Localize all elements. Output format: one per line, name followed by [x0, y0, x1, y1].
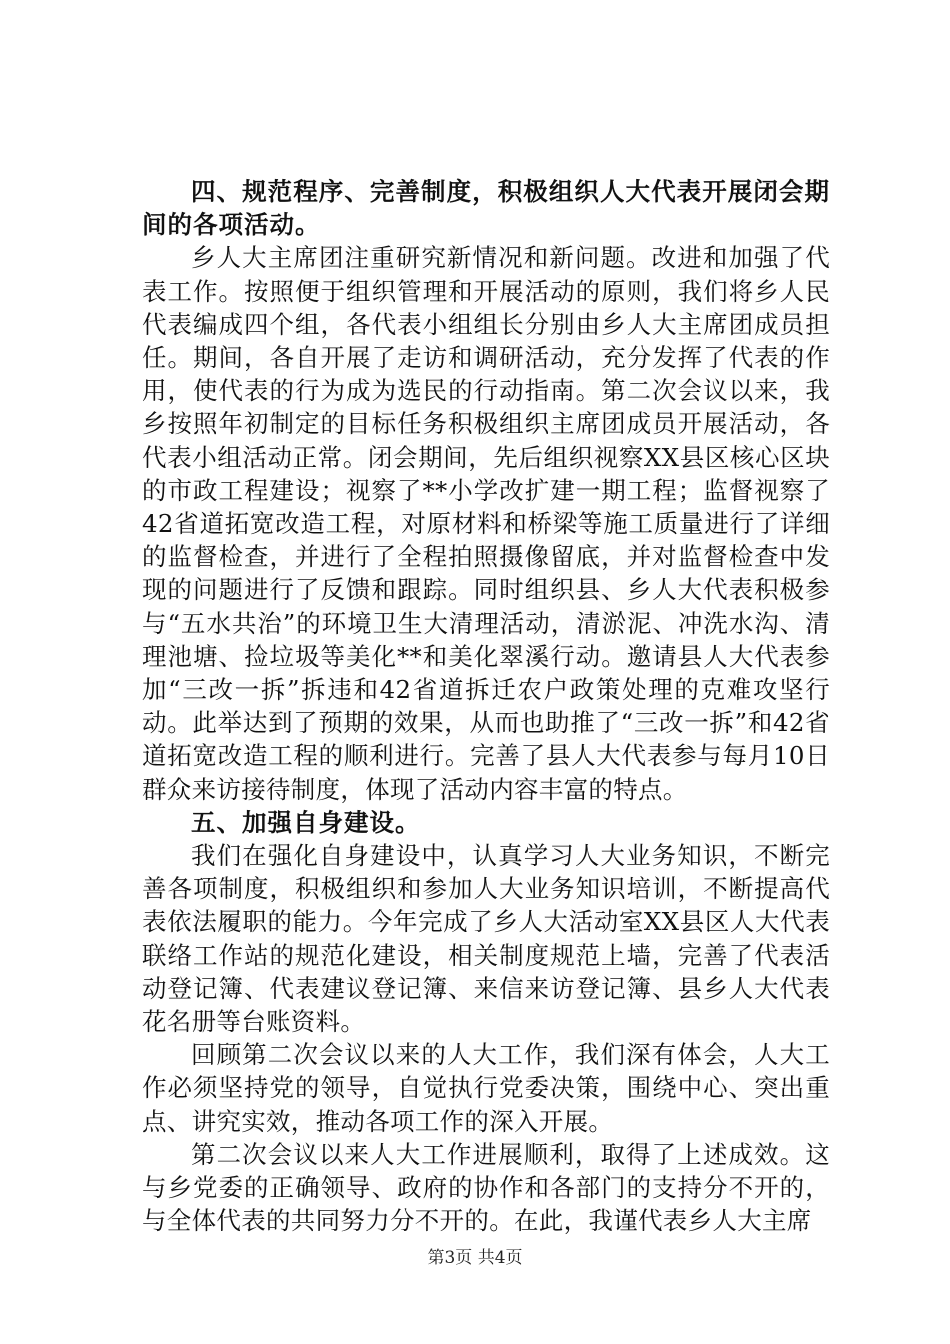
section-heading-5: 五、加强自身建设。 — [191, 807, 421, 837]
page-footer: 第3页 共4页 — [427, 1248, 523, 1268]
section-heading-4: 四、规范程序、完善制度，积极组织人大代表开展闭会期间的各项活动。 — [142, 177, 830, 240]
paragraph-self-building: 我们在强化自身建设中，认真学习人大业务知识，不断完善各项制度，积极组织和参加人大业务知识培训，不断提高代表依法履职的能力。今年完成了乡人大活动室XX县区人大代表联络工作站的规范化建设，相关制度规范上墙，完善了代表活动登记簿、代表建议登记簿、来信来访登记簿、县乡人大代表花名册等台账资料。 — [142, 841, 830, 1037]
document-body — [142, 175, 830, 1238]
paragraph-representative-activities: 乡人大主席团注重研究新情况和新问题。改进和加强了代表工作。按照便于组织管理和开展活动的原则，我们将乡人民代表编成四个组，各代表小组组长分别由乡人大主席团成员担任。期间，各自开展了走访和调研活动，充分发挥了代表的作用，使代表的行为成为选民的行动指南。第二次会议以来，我乡按照年初制定的目标任务积极组织主席团成员开展活动，各代表小组活动正常。闭会期间，先后组织视察XX县区核心区块的市政工程建设；视察了**小学改扩建一期工程；监督视察了42省道拓宽改造工程，对原材料和桥梁等施工质量进行了详细的监督检查，并进行了全程拍照摄像留底，并对监督检查中发现的问题进行了反馈和跟踪。同时组织县、乡人大代表积极参与“五水共治”的环境卫生大清理活动，清淤泥、冲洗水沟、清理池塘、捡垃圾等美化**和美化翠溪行动。邀请县人大代表参加“三改一拆”拆违和42省道拆迁农户政策处理的克难攻坚行动。此举达到了预期的效果，从而也助推了“三改一拆”和42省道拓宽改造工程的顺利进行。完善了县人大代表参与每月10日群众来访接待制度，体现了活动内容丰富的特点。 — [142, 243, 830, 804]
paragraph-acknowledgement: 第二次会议以来人大工作进展顺利，取得了上述成效。这与乡党委的正确领导、政府的协作和各部门的支持分不开的，与全体代表的共同努力分不开的。在此，我谨代表乡人大主席 — [142, 1139, 830, 1236]
paragraph-review: 回顾第二次会议以来的人大工作，我们深有体会，人大工作必须坚持党的领导，自觉执行党委决策，围绕中心、突出重点、讲究实效，推动各项工作的深入开展。 — [142, 1040, 830, 1136]
